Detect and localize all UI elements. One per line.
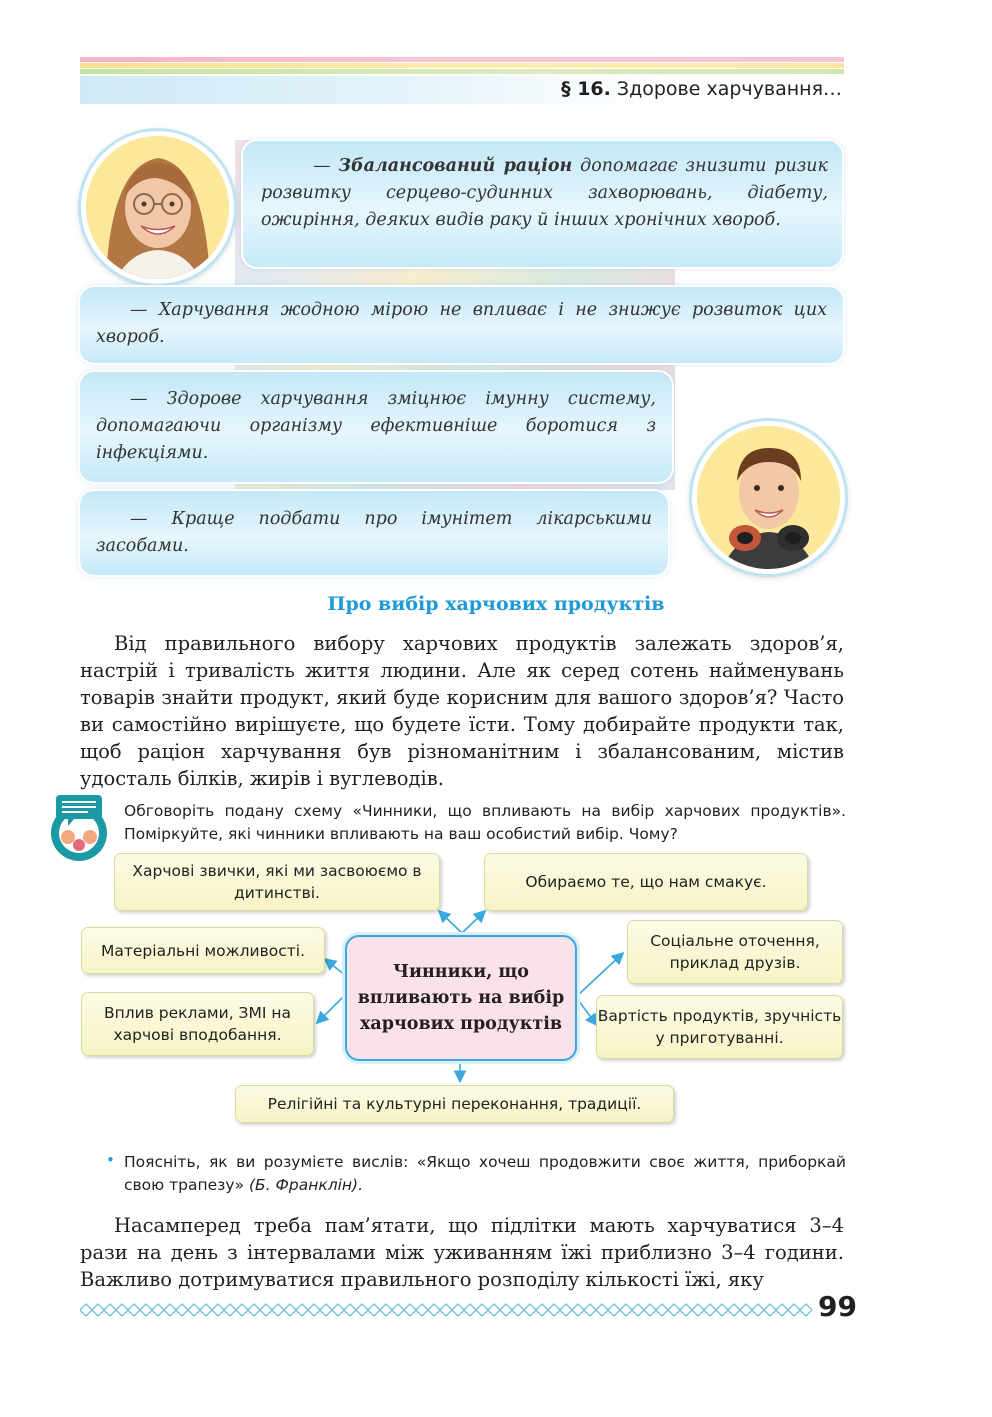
factor-taste: Обираємо те, що нам смакує. [484,853,808,911]
arrow-to-social [578,954,622,995]
footer-ornament [80,1300,812,1320]
bubble-1-dash: — [313,156,339,176]
arrow-to-habits [440,912,462,933]
bubble-3-dash: — [130,389,167,409]
bubble-3-text: Здорове харчування зміцнює імунну систему, допомагаючи організму ефективніше боротися з інфекціями. [96,389,656,463]
bottom-paragraph [80,1212,844,1293]
arrow-to-taste [462,912,484,933]
main-paragraph-text: Від правильного вибору харчових продуктів залежать здоров’я, настрій і тривалість життя людини. Але як серед сотень найменувань товарів знайти продукт, який буде корисним для вашого здоров’я? Часто ви самостійно вирішуєте, що будете їсти. Тому добирайте продукти так, щоб раціон харчування був різноманітним і збалансованим, містив удосталь білків, жирів і вуглеводів. [80,632,844,790]
bullet-attribution: (Б. Франклін). [249,1176,364,1194]
section-heading: Про вибір харчових продуктів [327,593,665,615]
bubble-4-text: Краще подбати про імунітет лікарськими засобами. [96,509,652,556]
page-number: 99 [818,1290,857,1323]
factor-material: Матеріальні можливості. [81,927,325,974]
bubble-4-dash: — [130,509,172,529]
bubble-2-dash: — [130,300,159,320]
arrow-to-advertising [318,995,345,1022]
factor-social: Соціальне оточення, приклад друзів. [627,920,843,984]
section-number: § 16. [561,78,611,100]
task-text: Обговоріть подану схему «Чинники, що впливають на вибір харчових продуктів». Поміркуйте, які чинники впливають на ваш особистий вибір. Чому? [124,802,846,843]
bubble-1-text: допомагає знизити ризик розвитку серцево-судинних захворювань, діабету, ожиріння, деяких видів раку й інших хронічних хвороб. [261,156,829,230]
factor-religion: Релігійні та культурні переконання, традиції. [235,1085,674,1123]
bottom-paragraph-text: Насамперед треба пам’ятати, що підлітки мають харчуватися 3–4 рази на день з інтервалами між уживанням їжі приблизно 3–4 години. Важливо дотримуватися правильного розподілу кількості їжі, яку [80,1214,844,1291]
arrow-to-cost [578,1000,596,1024]
factor-advertising: Вплив реклами, ЗМІ на харчові вподобання. [81,992,314,1056]
bullet-marker: • [106,1151,115,1169]
bullet-text: Поясніть, як ви розумієте вислів: «Якщо хочеш продовжити своє життя, приборкай свою трапезу» [124,1153,846,1194]
bubble-1-bold: Збалансований раціон [338,156,573,176]
factor-cost: Вартість продуктів, зручність у приготуванні. [596,995,843,1059]
diagram-center: Чинники, що впливають на вибір харчових продуктів [345,935,577,1061]
arrow-to-material [326,960,345,975]
bubble-2-text: Харчування жодною мірою не впливає і не знижує розвиток цих хвороб. [96,300,827,347]
bullet-item [124,1151,846,1197]
factor-habits: Харчові звички, які ми засвоюємо в дитинстві. [114,853,440,911]
header-title: Здорове харчування… [616,78,842,100]
